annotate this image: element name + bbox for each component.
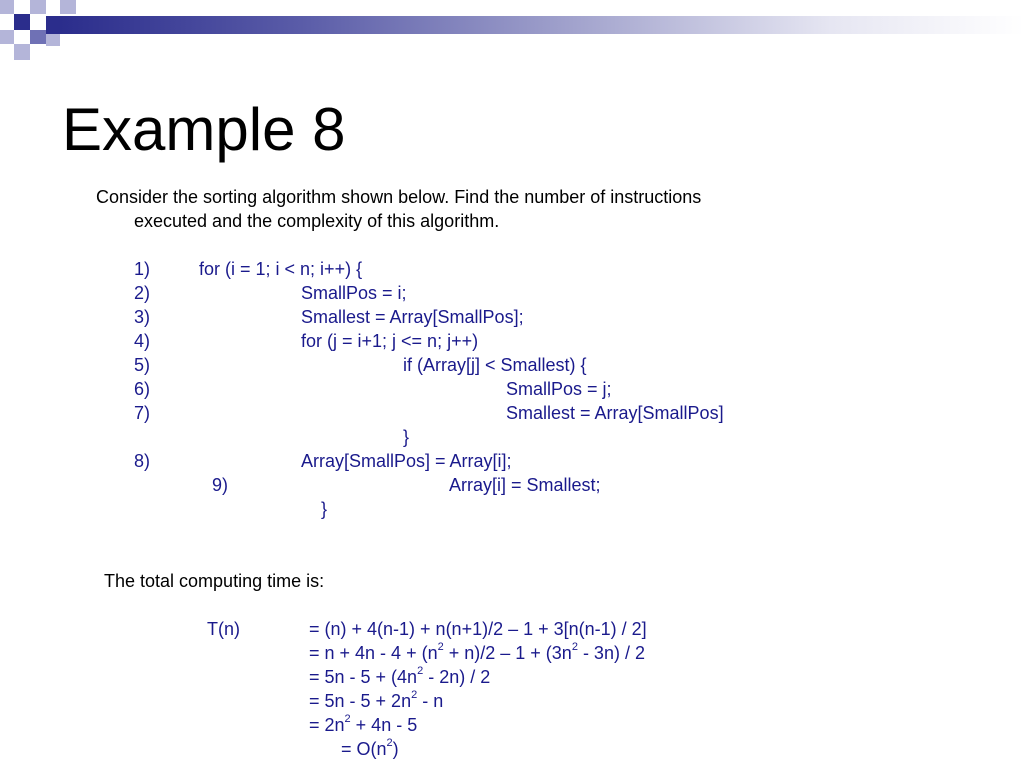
equation-text: ) xyxy=(392,739,399,759)
code-line: Array[SmallPos] = Array[i]; xyxy=(301,451,512,471)
deco-square xyxy=(30,30,46,44)
code-line: Smallest = Array[SmallPos] xyxy=(506,403,724,423)
superscript: 2 xyxy=(411,689,418,701)
superscript: 2 xyxy=(437,641,444,653)
equation-text: - n xyxy=(417,691,444,711)
gradient-bar xyxy=(60,16,1024,34)
code-line: for (j = i+1; j <= n; j++) xyxy=(301,331,479,351)
deco-square xyxy=(46,16,60,34)
line-number: 6) xyxy=(134,379,151,399)
equation-text: = O(n xyxy=(341,739,387,759)
equation-text: - 2n) / 2 xyxy=(423,667,491,687)
line-number: 2) xyxy=(134,283,151,303)
equation-line xyxy=(309,641,645,665)
slide-title: Example 8 xyxy=(62,96,346,163)
total-time-label: The total computing time is: xyxy=(104,571,325,591)
equation-text: = 2n xyxy=(309,715,345,735)
equation-text: = 5n - 5 + (4n xyxy=(309,667,418,687)
equation-text: = (n) + 4(n-1) + n(n+1)/2 – 1 + 3[n(n-1) / 2] xyxy=(309,619,647,639)
code-line: Array[i] = Smallest; xyxy=(449,475,601,495)
code-line: } xyxy=(321,499,328,519)
tn-label: T(n) xyxy=(207,619,240,639)
line-number: 8) xyxy=(134,451,151,471)
intro-line-1: Consider the sorting algorithm shown below. Find the number of instructions xyxy=(96,187,702,207)
code-line: if (Array[j] < Smallest) { xyxy=(403,355,587,375)
deco-square xyxy=(30,0,46,14)
equation-text: + n)/2 – 1 + (3n xyxy=(443,643,572,663)
equation-line xyxy=(309,665,490,689)
equation-line xyxy=(309,689,443,713)
deco-square xyxy=(46,34,60,46)
deco-square xyxy=(60,0,76,14)
code-line: Smallest = Array[SmallPos]; xyxy=(301,307,524,327)
superscript: 2 xyxy=(344,713,351,725)
deco-square xyxy=(0,0,14,14)
line-number: 9) xyxy=(212,475,229,495)
code-line: for (i = 1; i < n; i++) { xyxy=(199,259,363,279)
code-line: SmallPos = i; xyxy=(301,283,407,303)
code-line: } xyxy=(403,427,410,447)
equation-line xyxy=(341,737,399,761)
deco-square xyxy=(14,44,30,60)
line-number: 1) xyxy=(134,259,151,279)
superscript: 2 xyxy=(417,665,424,677)
superscript: 2 xyxy=(386,737,393,749)
equation-text: - 3n) / 2 xyxy=(577,643,645,663)
equation-line xyxy=(309,617,647,641)
line-number: 7) xyxy=(134,403,151,423)
code-line: SmallPos = j; xyxy=(506,379,612,399)
equation-text: + 4n - 5 xyxy=(350,715,418,735)
line-number: 3) xyxy=(134,307,151,327)
equation-text: = 5n - 5 + 2n xyxy=(309,691,412,711)
equation-line xyxy=(309,713,417,737)
line-number: 5) xyxy=(134,355,151,375)
superscript: 2 xyxy=(571,641,578,653)
line-number: 4) xyxy=(134,331,151,351)
deco-square xyxy=(0,30,14,44)
equation-text: = n + 4n - 4 + (n xyxy=(309,643,438,663)
deco-square xyxy=(14,14,30,30)
intro-line-2: executed and the complexity of this algorithm. xyxy=(134,211,500,231)
